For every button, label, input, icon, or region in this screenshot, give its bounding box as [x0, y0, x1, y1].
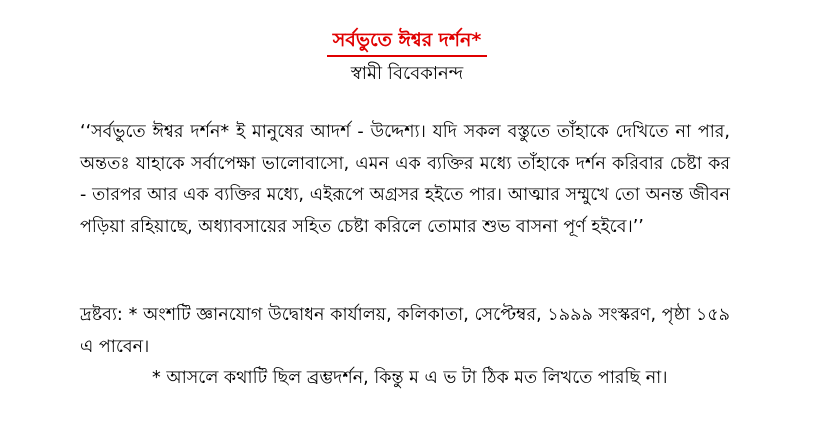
footnote: * আসলে কথাটি ছিল ব্রম্ভদর্শন, কিন্তু ম এ ভ টা ঠিক মত লিখতে পারছি না। [152, 368, 668, 388]
title-wrapper [0, 28, 814, 57]
notes-section [80, 300, 730, 395]
source-note: দ্রষ্টব্য: * অংশটি জ্ঞানযোগ উদ্বোধন কার্যালয়, কলিকাতা, সেপ্টেম্বর, ১৯৯৯ সংস্করণ, পৃষ্ঠা ১৫৯ এ পাবেন। [80, 305, 730, 357]
page-title: সর্বভুতে ঈশ্বর দর্শন* [327, 28, 488, 57]
author-name: স্বামী বিবেকানন্দ [350, 63, 464, 84]
quote-paragraph: ‘‘সর্বভুতে ঈশ্বর দর্শন* ই মানুষের আদর্শ - উদ্দেশ্য। যদি সকল বস্তুতে তাঁহাকে দেখিতে না পার, অন্ততঃ যাহাকে সর্বাপেক্ষা ভালোবাসো, এমন এক ব্যক্তির মধ্যে তাঁহাকে দর্শন করিবার চেষ্টা কর - তারপর আর এক ব্যক্তির মধ্যে, এইরূপে অগ্রসর হইতে পার। আত্মার সম্মুখে তো অনন্ত জীবন পড়িয়া রহিয়াছে, অধ্যাবসায়ের সহিত চেষ্টা করিলে তোমার শুভ বাসনা পূর্ণ হইবে।’’ [80, 122, 730, 237]
